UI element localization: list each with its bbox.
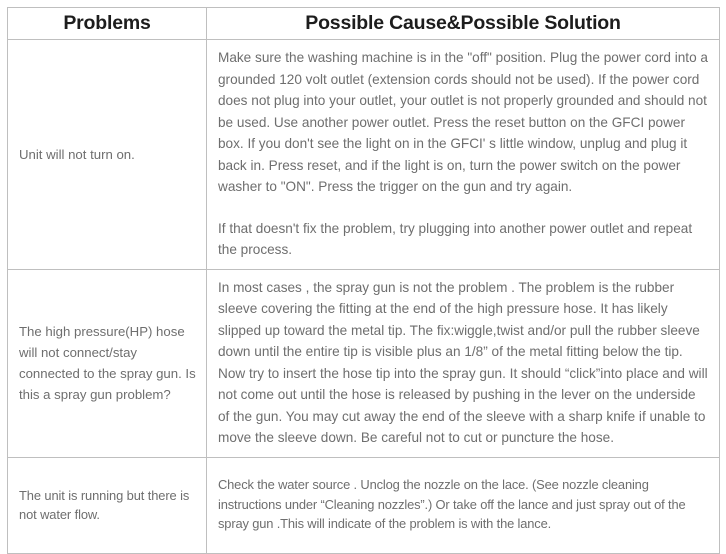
table-header-row	[8, 8, 720, 40]
troubleshooting-table-wrapper	[7, 7, 719, 532]
table-header	[8, 8, 720, 40]
solution-paragraph: If that doesn't fix the problem, try plugging into another power outlet and repeat the process.	[218, 220, 693, 257]
column-header-possible-cause-solution: Possible Cause&Possible Solution	[207, 8, 720, 40]
troubleshooting-table	[7, 7, 720, 554]
column-header-problems: Problems	[8, 8, 207, 40]
problem-cell: Unit will not turn on.	[8, 40, 207, 270]
table-body	[8, 40, 720, 554]
table-row	[8, 457, 720, 553]
solution-cell	[207, 269, 720, 457]
problem-cell: The unit is running but there is not water flow.	[8, 457, 207, 553]
solution-cell	[207, 40, 720, 270]
solution-paragraph: Make sure the washing machine is in the "off" position. Plug the power cord into a grounded 120 volt outlet (extension cords should not be used). If the power cord does not plug into your outlet, your outlet is not properly grounded and should not be used. Use another power outlet. Press the reset button on the GFCI power box. If you don't see the light on in the GFCI' s little window, unplug and plug it back in. Press reset, and if the light is on, turn the power switch on the power washer to "ON". Press the trigger on the gun and try again.	[218, 50, 708, 194]
solution-paragraph: Check the water source . Unclog the nozzle on the lace. (See nozzle cleaning instructions under “Cleaning nozzles”.) Or take off the lance and just spray out of the spray gun .This will indicate of the problem is with the lance.	[218, 477, 686, 532]
solution-cell	[207, 457, 720, 553]
table-row	[8, 40, 720, 270]
solution-paragraph: In most cases , the spray gun is not the problem . The problem is the rubber sleeve covering the fitting at the end of the high pressure hose. It has likely slipped up toward the metal tip. The fix:wiggle,twist and/or pull the rubber sleeve down until the entire tip is visible plus an 1/8” of the metal fitting below the tip. Now try to insert the hose tip into the spray gun. It should “click”into place and will not come out until the hose is released by pushing in the lever on the underside of the gun. You may cut away the end of the sleeve with a sharp knife if unable to move the sleeve down. Be careful not to cut or puncture the hose.	[218, 279, 708, 445]
table-row	[8, 269, 720, 457]
problem-cell: The high pressure(HP) hose will not connect/stay connected to the spray gun. Is this a spray gun problem?	[8, 269, 207, 457]
